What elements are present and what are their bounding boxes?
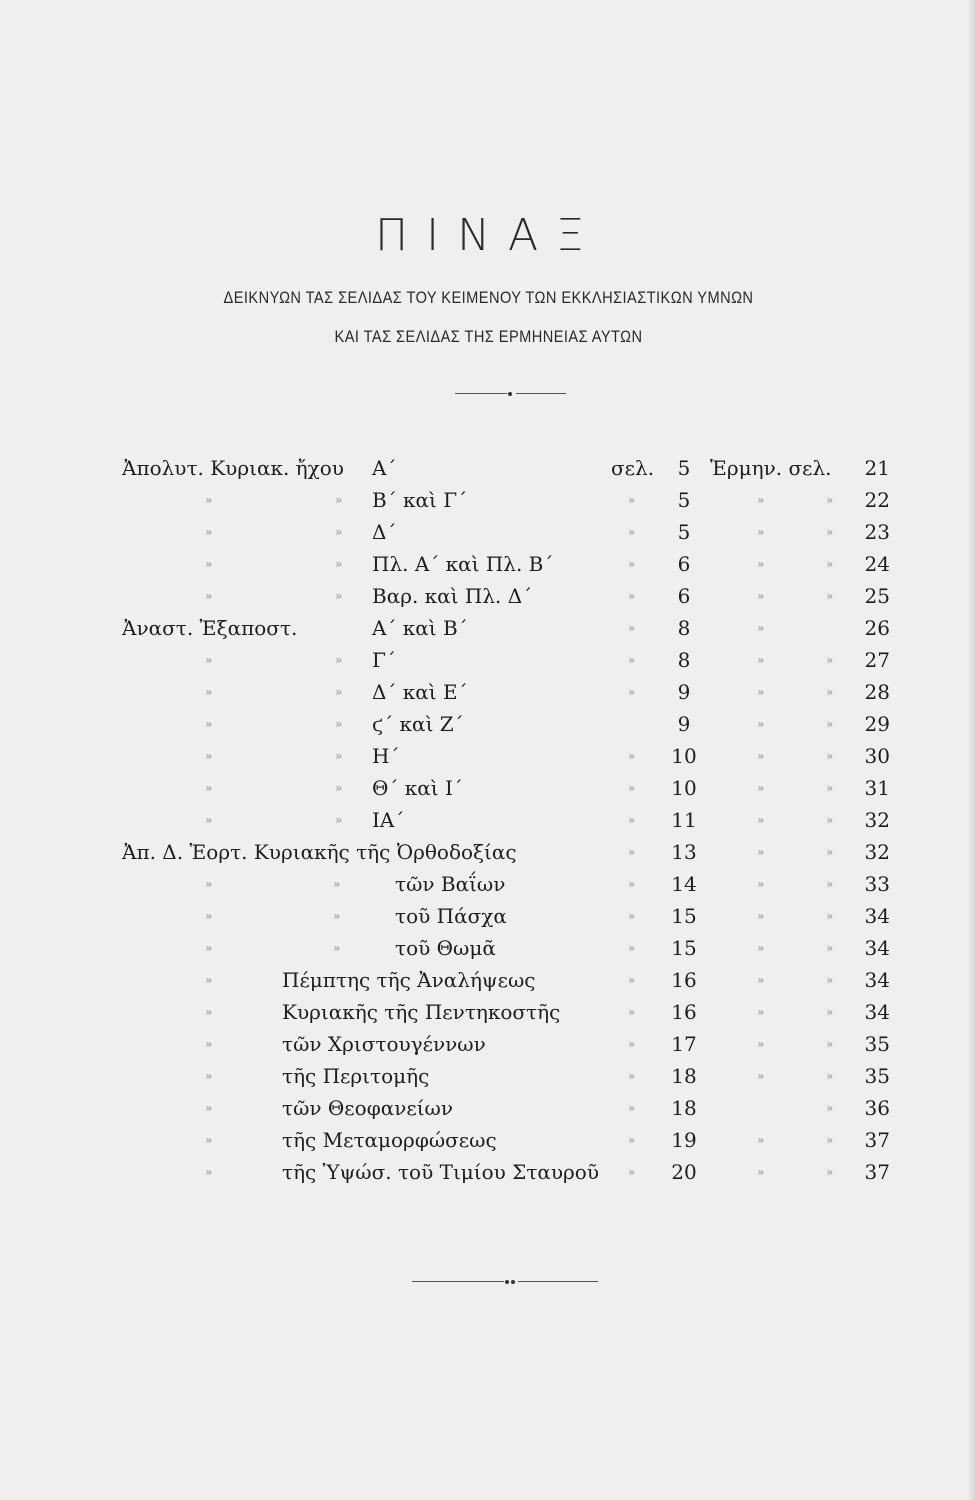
interpretation-page-number: 24: [864, 552, 890, 576]
text-page-number: 5: [677, 456, 691, 480]
text-page-number: 17: [671, 1032, 697, 1056]
text-page-number: 5: [677, 520, 691, 544]
ditto-mark: »: [628, 973, 636, 987]
ditto-mark: »: [205, 1165, 213, 1179]
interpretation-page-number: 34: [864, 904, 890, 928]
ditto-mark: »: [333, 877, 341, 891]
toc-row: [0, 740, 977, 772]
ditto-mark: »: [335, 589, 343, 603]
ditto-mark: »: [333, 941, 341, 955]
interpretation-page-number: 31: [864, 776, 890, 800]
ditto-mark: »: [826, 589, 834, 603]
entry-label: Πέμπτης τῆς Ἀναλήψεως: [282, 968, 536, 992]
ditto-mark: »: [628, 1165, 636, 1179]
entry-label: τῶν Χριστουγέννων: [282, 1032, 486, 1056]
interpretation-page-number: 32: [864, 840, 890, 864]
ditto-mark: »: [628, 621, 636, 635]
entry-label: Α΄: [372, 456, 397, 480]
entry-label: Δ΄: [372, 520, 397, 544]
interpretation-page-number: 33: [864, 872, 890, 896]
ditto-mark: »: [757, 525, 765, 539]
ditto-mark: »: [628, 813, 636, 827]
ditto-mark: »: [826, 1005, 834, 1019]
entry-label: τῆς Μεταμορφώσεως: [282, 1128, 497, 1152]
ditto-mark: »: [757, 1165, 765, 1179]
ditto-mark: »: [205, 589, 213, 603]
ditto-mark: »: [826, 749, 834, 763]
entry-label: τῶν Θεοφανείων: [282, 1096, 454, 1120]
text-page-number: 20: [671, 1160, 697, 1184]
entry-label: Θ΄ καὶ Ι΄: [372, 776, 463, 800]
ditto-mark: »: [628, 877, 636, 891]
ditto-mark: »: [826, 781, 834, 795]
ditto-mark: »: [628, 749, 636, 763]
ditto-mark: »: [335, 653, 343, 667]
ditto-mark: »: [205, 717, 213, 731]
ditto-mark: »: [335, 557, 343, 571]
ditto-mark: »: [335, 685, 343, 699]
ditto-mark: »: [826, 717, 834, 731]
ditto-mark: »: [826, 525, 834, 539]
ditto-mark: »: [757, 493, 765, 507]
interpretation-page-number: 34: [864, 936, 890, 960]
ditto-mark: »: [757, 1069, 765, 1083]
ditto-mark: »: [628, 1133, 636, 1147]
ditto-mark: »: [757, 621, 765, 635]
ditto-mark: »: [757, 685, 765, 699]
text-page-number: 18: [671, 1064, 697, 1088]
ditto-mark: »: [826, 877, 834, 891]
text-page-number: 19: [671, 1128, 697, 1152]
ditto-mark: »: [628, 1037, 636, 1051]
ditto-mark: »: [826, 1101, 834, 1115]
entry-label: ϛ΄ καὶ Ζ΄: [372, 712, 464, 736]
entry-label: ΙΑ΄: [372, 808, 405, 832]
top-ornament-rule: [0, 393, 977, 403]
ditto-mark: »: [826, 845, 834, 859]
ditto-mark: »: [757, 845, 765, 859]
toc-row: [0, 900, 977, 932]
ditto-mark: »: [335, 525, 343, 539]
ditto-mark: »: [757, 717, 765, 731]
interpretation-page-number: 34: [864, 1000, 890, 1024]
ditto-mark: »: [628, 1005, 636, 1019]
interpretation-page-number: 22: [864, 488, 890, 512]
toc-row: [0, 516, 977, 548]
entry-label: Πλ. Α΄ καὶ Πλ. Β΄: [372, 552, 554, 576]
text-page-number: 15: [671, 904, 697, 928]
group-label: Ἀπ. Δ. Ἑορτ. Κυριακῆς τῆς Ὀρθοδοξίας: [122, 840, 517, 864]
bottom-ornament-rule: [0, 1281, 977, 1291]
interpretation-page-number: 29: [864, 712, 890, 736]
toc-row: [0, 1124, 977, 1156]
ditto-mark: »: [757, 589, 765, 603]
ditto-mark: »: [205, 749, 213, 763]
ditto-mark: »: [757, 1133, 765, 1147]
toc-row: [0, 932, 977, 964]
subtitle-line-2: ΚΑΙ ΤΑΣ ΣΕΛΙΔΑΣ ΤΗΣ ΕΡΜΗΝΕΙΑΣ ΑΥΤΩΝ: [334, 327, 643, 346]
entry-label: Α΄ καὶ Β΄: [372, 616, 468, 640]
ditto-mark: »: [628, 845, 636, 859]
ditto-mark: »: [628, 589, 636, 603]
ditto-mark: »: [628, 941, 636, 955]
toc-row: [0, 644, 977, 676]
ditto-mark: »: [205, 557, 213, 571]
toc-row: [0, 964, 977, 996]
ditto-mark: »: [757, 877, 765, 891]
entry-label: Β΄ καὶ Γ΄: [372, 488, 468, 512]
toc-row: [0, 708, 977, 740]
ditto-mark: »: [757, 653, 765, 667]
toc-row: [0, 996, 977, 1028]
entry-label: τῆς Ὑψώσ. τοῦ Τιμίου Σταυροῦ: [282, 1160, 600, 1184]
entry-label: τῆς Περιτομῆς: [282, 1064, 430, 1088]
ditto-mark: »: [628, 781, 636, 795]
page-title: ΠΙΝΑΞ: [375, 210, 602, 261]
group-label: Ἀναστ. Ἐξαποστ.: [122, 616, 298, 640]
ditto-mark: »: [205, 1101, 213, 1115]
ditto-mark: »: [205, 525, 213, 539]
ditto-mark: »: [205, 1069, 213, 1083]
entry-label: Βαρ. καὶ Πλ. Δ΄: [372, 584, 533, 608]
ditto-mark: »: [826, 941, 834, 955]
toc-row: [0, 772, 977, 804]
entry-label: Κυριακῆς τῆς Πεντηκοστῆς: [282, 1000, 561, 1024]
ditto-mark: »: [826, 1037, 834, 1051]
ditto-mark: »: [205, 941, 213, 955]
ditto-mark: »: [757, 1005, 765, 1019]
toc-row: [0, 868, 977, 900]
ditto-mark: »: [205, 813, 213, 827]
ditto-mark: »: [628, 525, 636, 539]
ditto-mark: »: [757, 557, 765, 571]
ditto-mark: »: [628, 909, 636, 923]
text-page-number: 10: [671, 744, 697, 768]
toc-row: [0, 1028, 977, 1060]
toc-row: [0, 676, 977, 708]
interpretation-page-label: Ἑρμην. σελ.: [710, 456, 832, 480]
ditto-mark: »: [757, 1037, 765, 1051]
ditto-mark: »: [757, 973, 765, 987]
text-page-label: σελ.: [611, 456, 655, 480]
ditto-mark: »: [335, 749, 343, 763]
ditto-mark: »: [628, 493, 636, 507]
text-page-number: 6: [677, 552, 691, 576]
ditto-mark: »: [826, 653, 834, 667]
toc-row: [0, 1156, 977, 1188]
toc-row: [0, 548, 977, 580]
ditto-mark: »: [757, 813, 765, 827]
ditto-mark: »: [205, 1133, 213, 1147]
ditto-mark: »: [826, 1069, 834, 1083]
interpretation-page-number: 26: [864, 616, 890, 640]
ditto-mark: »: [205, 1037, 213, 1051]
entry-label: Γ΄: [372, 648, 396, 672]
ditto-mark: »: [205, 973, 213, 987]
text-page-number: 16: [671, 1000, 697, 1024]
toc-row: [0, 484, 977, 516]
text-page-number: 9: [677, 712, 691, 736]
toc-row: [0, 580, 977, 612]
interpretation-page-number: 37: [864, 1160, 890, 1184]
ditto-mark: »: [757, 781, 765, 795]
ditto-mark: »: [205, 877, 213, 891]
text-page-number: 15: [671, 936, 697, 960]
ditto-mark: »: [335, 717, 343, 731]
ditto-mark: »: [205, 909, 213, 923]
entry-label: Η΄: [372, 744, 400, 768]
ditto-mark: »: [826, 685, 834, 699]
ditto-mark: »: [205, 685, 213, 699]
interpretation-page-number: 28: [864, 680, 890, 704]
interpretation-page-number: 36: [864, 1096, 890, 1120]
toc-row: [0, 612, 977, 644]
text-page-number: 10: [671, 776, 697, 800]
text-page-number: 5: [677, 488, 691, 512]
ditto-mark: »: [826, 813, 834, 827]
text-page-number: 16: [671, 968, 697, 992]
entry-label: τοῦ Θωμᾶ: [395, 936, 496, 960]
ditto-mark: »: [826, 909, 834, 923]
text-page-number: 8: [677, 616, 691, 640]
ditto-mark: »: [335, 493, 343, 507]
text-page-number: 8: [677, 648, 691, 672]
interpretation-page-number: 25: [864, 584, 890, 608]
interpretation-page-number: 35: [864, 1064, 890, 1088]
interpretation-page-number: 34: [864, 968, 890, 992]
ditto-mark: »: [826, 973, 834, 987]
ditto-mark: »: [826, 493, 834, 507]
ditto-mark: »: [826, 1165, 834, 1179]
ditto-mark: »: [757, 941, 765, 955]
interpretation-page-number: 21: [864, 456, 890, 480]
ditto-mark: »: [205, 781, 213, 795]
interpretation-page-number: 27: [864, 648, 890, 672]
interpretation-page-number: 30: [864, 744, 890, 768]
entry-label: τῶν Βαΐων: [395, 872, 506, 896]
text-page-number: 6: [677, 584, 691, 608]
ditto-mark: »: [628, 1101, 636, 1115]
ditto-mark: »: [333, 909, 341, 923]
interpretation-page-number: 35: [864, 1032, 890, 1056]
toc-row: [0, 836, 977, 868]
ditto-mark: »: [205, 1005, 213, 1019]
ditto-mark: »: [628, 1069, 636, 1083]
ditto-mark: »: [628, 653, 636, 667]
ditto-mark: »: [628, 685, 636, 699]
ditto-mark: »: [335, 813, 343, 827]
text-page-number: 9: [677, 680, 691, 704]
ditto-mark: »: [826, 557, 834, 571]
toc-row: [0, 1092, 977, 1124]
text-page-number: 18: [671, 1096, 697, 1120]
text-page-number: 11: [671, 808, 697, 832]
ditto-mark: »: [757, 749, 765, 763]
entry-label: Δ΄ καὶ Ε΄: [372, 680, 468, 704]
toc-row: [0, 804, 977, 836]
interpretation-page-number: 32: [864, 808, 890, 832]
entry-label: τοῦ Πάσχα: [395, 904, 507, 928]
toc-row: [0, 1060, 977, 1092]
text-page-number: 14: [671, 872, 697, 896]
subtitle-line-1: ΔΕΙΚΝΥΩΝ ΤΑΣ ΣΕΛΙΔΑΣ ΤΟΥ ΚΕΙΜΕΝΟΥ ΤΩΝ ΕΚΚΛΗΣΙΑΣΤΙΚΩΝ ΥΜΝΩΝ: [223, 288, 754, 307]
group-label: Ἀπολυτ. Κυριακ. ἤχου: [122, 456, 344, 480]
interpretation-page-number: 37: [864, 1128, 890, 1152]
ditto-mark: »: [826, 1133, 834, 1147]
text-page-number: 13: [671, 840, 697, 864]
ditto-mark: »: [757, 909, 765, 923]
ditto-mark: »: [628, 557, 636, 571]
toc-row: [0, 452, 977, 484]
ditto-mark: »: [335, 781, 343, 795]
ditto-mark: »: [205, 493, 213, 507]
ditto-mark: »: [205, 653, 213, 667]
interpretation-page-number: 23: [864, 520, 890, 544]
